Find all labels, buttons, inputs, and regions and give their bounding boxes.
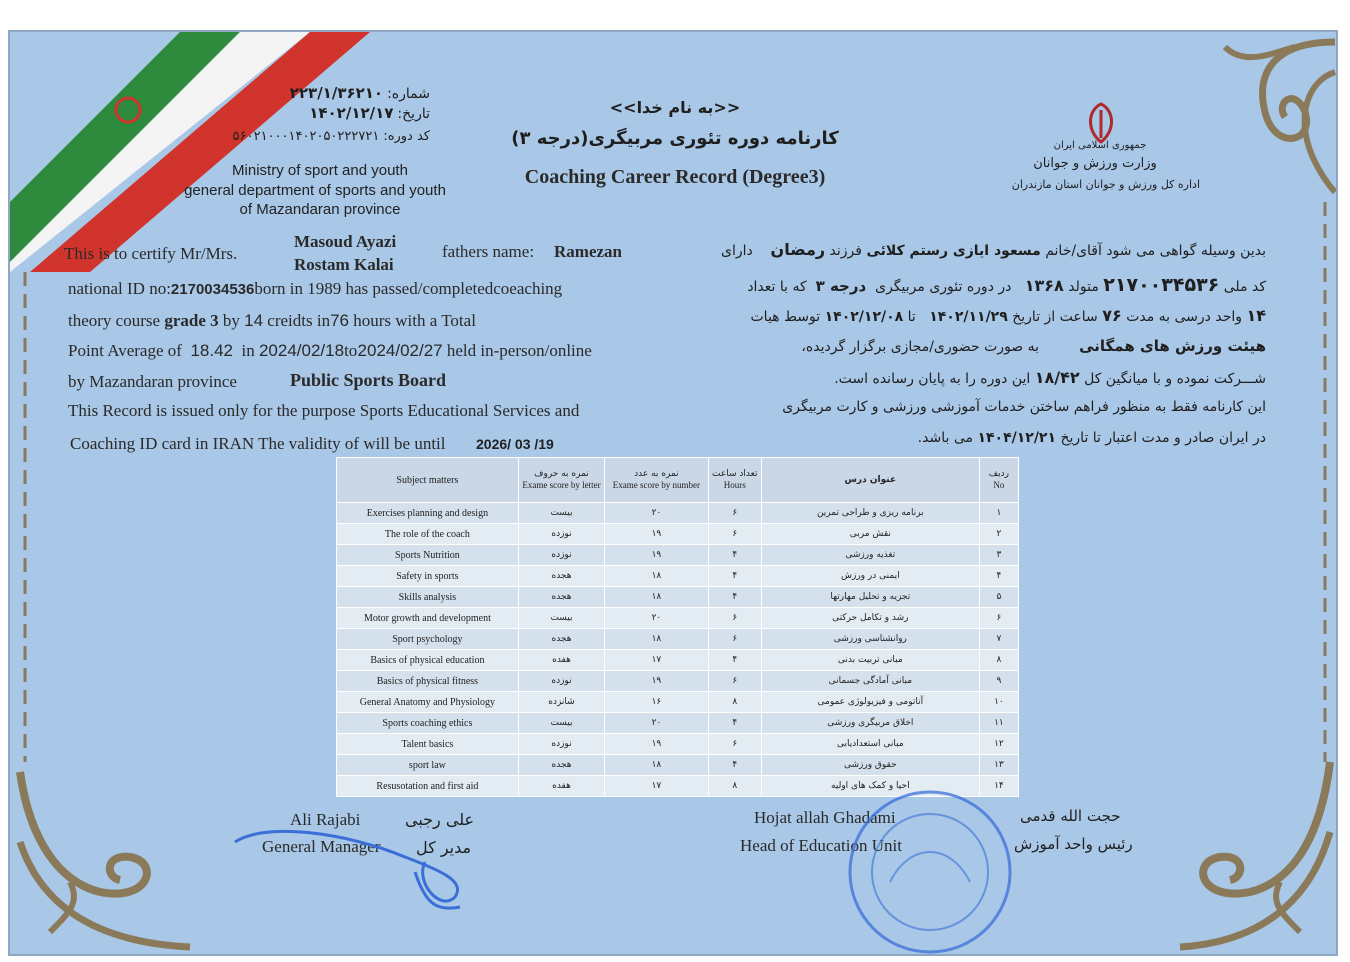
fa-father: رمضان — [770, 240, 826, 259]
cell-row-number: ۴ — [979, 566, 1018, 587]
fa-units-text: واحد درسی به مدت — [1126, 309, 1243, 325]
cell-title-fa: ایمنی در ورزش — [761, 566, 979, 587]
cell-score-letter: هجده — [518, 629, 604, 650]
en-date-to: 2024/02/27 — [357, 341, 443, 360]
cell-subject-en: Sports Nutrition — [337, 545, 519, 566]
en-to-text: to — [344, 341, 358, 360]
table-row — [337, 671, 1019, 692]
ministry-fa-line-2: وزارت ورزش و جوانان — [1033, 156, 1157, 171]
en-average-text: Point Average of — [68, 341, 182, 360]
cell-hours: ۸ — [708, 692, 761, 713]
en-line-national-id — [68, 279, 562, 299]
left-signer-name-en: Ali Rajabi — [290, 810, 361, 829]
fa-hours: ۷۶ — [1102, 306, 1122, 325]
cell-subject-en: Motor growth and development — [337, 608, 519, 629]
header-number-fa: نمره به عدد — [634, 469, 679, 479]
courses-table — [336, 457, 1019, 797]
fa-born-text: متولد — [1068, 279, 1099, 295]
header-hours-fa: تعداد ساعت — [712, 469, 758, 479]
cell-title-fa: مبانی استعدادیابی — [761, 734, 979, 755]
en-line-issued: This Record is issued only for the purpose Sports Educational Services and — [68, 401, 580, 420]
table-row — [337, 734, 1019, 755]
header-hours-en: Hours — [723, 480, 746, 490]
fa-birth-year: ۱۳۶۸ — [1024, 276, 1064, 295]
ministry-en-line-2: general department of sports and youth — [184, 182, 446, 199]
cell-subject-en: Resusotation and first aid — [337, 776, 519, 797]
cell-subject-en: Skills analysis — [337, 587, 519, 608]
cell-score-number: ۱۸ — [605, 755, 708, 776]
title-fa: کارنامه دوره تئوری مربیگری(درجه ۳) — [511, 128, 839, 149]
cell-row-number: ۲ — [979, 524, 1018, 545]
cell-score-number: ۱۸ — [605, 587, 708, 608]
cell-hours: ۴ — [708, 545, 761, 566]
cell-subject-en: Basics of physical fitness — [337, 671, 519, 692]
fa-participated-text: شـــرکت نموده و با میانگین کل — [1084, 371, 1266, 387]
en-line-course — [68, 311, 476, 331]
fa-to-text: تا — [907, 309, 916, 325]
en-by-text: by — [222, 311, 240, 330]
title-en: Coaching Career Record (Degree3) — [524, 166, 826, 188]
en-fathers-value: Ramezan — [554, 242, 622, 261]
en-course-text: theory course — [68, 311, 161, 330]
fa-line-4 — [801, 337, 1266, 355]
table-row — [337, 503, 1019, 524]
fa-national-id: ۲۱۷۰۰۳۴۵۳۶ — [1103, 274, 1220, 296]
cell-subject-en: Basics of physical education — [337, 650, 519, 671]
record-date-row — [200, 104, 430, 123]
en-name-line-1: Masoud Ayazi — [294, 232, 397, 251]
cell-score-letter: بیست — [518, 608, 604, 629]
left-signer-title-fa: مدیر کل — [416, 838, 472, 857]
corner-ornament-bottom-right — [1170, 752, 1338, 956]
header-letter-en: Exame score by letter — [522, 480, 601, 490]
header-letter — [518, 458, 604, 503]
cell-row-number: ۱۳ — [979, 755, 1018, 776]
cell-score-letter: هفده — [518, 776, 604, 797]
fa-line-6: این کارنامه فقط به منظور فراهم ساختن خدمات آموزشی ورزشی و کارت مربیگری — [782, 399, 1266, 415]
ministry-fa-line-1: جمهوری اسلامی ایران — [1053, 140, 1147, 151]
cell-score-number: ۱۷ — [605, 650, 708, 671]
en-hours: 76 — [330, 311, 349, 330]
cell-score-letter: هجده — [518, 755, 604, 776]
cell-title-fa: مبانی تربیت بدنی — [761, 650, 979, 671]
cell-title-fa: آناتومی و فیزیولوژی عمومی — [761, 692, 979, 713]
en-average: 18.42 — [190, 341, 233, 360]
fa-line-3 — [751, 306, 1267, 325]
cell-score-letter: شانزده — [518, 692, 604, 713]
table-header-row — [337, 458, 1019, 503]
en-fathers-label: fathers name: — [442, 242, 535, 261]
record-number-value: ۲۲۳/۱/۳۶۲۱۰ — [289, 84, 384, 102]
cell-row-number: ۱ — [979, 503, 1018, 524]
cell-score-number: ۱۹ — [605, 545, 708, 566]
header-title-fa: عنوان درس — [844, 474, 897, 485]
fa-units: ۱۴ — [1246, 306, 1266, 325]
cell-score-number: ۱۸ — [605, 566, 708, 587]
cell-hours: ۴ — [708, 650, 761, 671]
fa-child-text: فرزند — [829, 243, 862, 259]
right-signer-title-en: Head of Education Unit — [740, 836, 902, 855]
cell-score-letter: بیست — [518, 503, 604, 524]
header-no — [979, 458, 1018, 503]
cell-subject-en: Exercises planning and design — [337, 503, 519, 524]
fa-completed-text: این دوره را به پایان رسانده است. — [834, 371, 1031, 387]
cell-subject-en: General Anatomy and Physiology — [337, 692, 519, 713]
table-row — [337, 629, 1019, 650]
fa-validity-text: در ایران صادر و مدت اعتبار تا تاریخ — [1060, 430, 1266, 446]
cell-title-fa: اخلاق مربیگری ورزشی — [761, 713, 979, 734]
course-code-value: ۵۶۰۲۱۰۰۰۱۴۰۲۰۵۰۲۲۲۷۲۱ — [232, 129, 380, 144]
left-signer-title-en: General Manager — [262, 837, 381, 856]
cell-hours: ۶ — [708, 629, 761, 650]
record-date-value: ۱۴۰۲/۱۲/۱۷ — [309, 104, 394, 122]
en-line-board — [68, 372, 237, 392]
left-signature-scribble — [225, 802, 485, 922]
cell-subject-en: Safety in sports — [337, 566, 519, 587]
cell-subject-en: Sports coaching ethics — [337, 713, 519, 734]
table-row — [337, 608, 1019, 629]
courses-table-body — [337, 503, 1019, 797]
cell-score-letter: هجده — [518, 587, 604, 608]
fa-line-5 — [834, 368, 1266, 387]
table-row — [337, 650, 1019, 671]
en-hours-text: hours with a Total — [353, 311, 476, 330]
fa-line-1 — [721, 240, 1266, 259]
cell-hours: ۴ — [708, 755, 761, 776]
fa-valid-date: ۱۴۰۴/۱۲/۲۱ — [977, 430, 1057, 446]
cell-score-number: ۱۹ — [605, 524, 708, 545]
en-name-line-2: Rostam Kalai — [294, 255, 394, 274]
header-no-fa: ردیف — [988, 469, 1009, 479]
cell-title-fa: مبانی آمادگی جسمانی — [761, 671, 979, 692]
fa-is-text: می باشد. — [917, 430, 973, 446]
cell-row-number: ۳ — [979, 545, 1018, 566]
en-line-average — [68, 341, 592, 361]
en-valid-until: 2026/ 03 /19 — [476, 436, 554, 452]
header-hours — [708, 458, 761, 503]
table-row — [337, 566, 1019, 587]
en-date-from: 2024/02/18 — [258, 341, 345, 360]
en-credits: 14 — [244, 311, 264, 330]
header-subject-en: Subject matters — [396, 474, 459, 486]
table-row — [337, 524, 1019, 545]
cell-score-number: ۲۰ — [605, 713, 708, 734]
en-credits-text: creidts in — [267, 311, 331, 330]
course-code-row — [190, 127, 430, 145]
border-ornament-right — [1310, 202, 1338, 762]
cell-row-number: ۱۲ — [979, 734, 1018, 755]
cell-subject-en: Talent basics — [337, 734, 519, 755]
cell-title-fa: نقش مربی — [761, 524, 979, 545]
fa-line-7 — [918, 430, 1266, 446]
en-in-text: in — [241, 341, 255, 360]
cell-title-fa: رشد و تکامل حرکتی — [761, 608, 979, 629]
en-born-text: born in 1989 has passed/completedcoeaching — [254, 279, 563, 298]
fa-line-2 — [747, 274, 1266, 296]
cell-hours: ۴ — [708, 713, 761, 734]
cell-title-fa: تجزیه و تحلیل مهارتها — [761, 587, 979, 608]
fa-certify-text: بدین وسیله گواهی می شود آقای/خانم — [1045, 243, 1266, 259]
fa-grade: درجه ۳ — [815, 277, 867, 295]
cell-score-letter: نوزده — [518, 734, 604, 755]
header-title — [761, 458, 979, 503]
cell-row-number: ۸ — [979, 650, 1018, 671]
fa-board: هیئت ورزش های همگانی — [1079, 337, 1266, 355]
en-province-text: by Mazandaran province — [68, 372, 237, 391]
table-row — [337, 545, 1019, 566]
fa-count-text: که با تعداد — [747, 279, 807, 295]
right-signer-name-fa: حجت الله قدمی — [1020, 807, 1121, 825]
fa-has-text: دارای — [721, 243, 753, 259]
header-number-en: Exame score by number — [612, 480, 700, 490]
cell-hours: ۶ — [708, 608, 761, 629]
en-line-validity: Coaching ID card in IRAN The validity of will be until — [70, 434, 446, 453]
cell-subject-en: Sport psychology — [337, 629, 519, 650]
en-national-id: 2170034536 — [170, 281, 255, 298]
fa-date-from: ۱۴۰۲/۱۱/۲۹ — [929, 309, 1008, 325]
en-board: Public Sports Board — [290, 370, 447, 390]
cell-score-letter: نوزده — [518, 524, 604, 545]
corner-ornament-bottom-left — [10, 762, 200, 956]
cell-hours: ۴ — [708, 587, 761, 608]
header-letter-fa: نمره به حروف — [534, 469, 589, 479]
cell-score-number: ۱۸ — [605, 629, 708, 650]
cell-score-letter: هجده — [518, 566, 604, 587]
fa-from-text: ساعت از تاریخ — [1012, 309, 1098, 325]
cell-score-letter: نوزده — [518, 671, 604, 692]
en-national-label: national ID no: — [68, 279, 171, 298]
record-number-row — [200, 84, 430, 103]
ministry-fa-line-3: اداره کل ورزش و جوانان استان مازندران — [1011, 178, 1200, 191]
course-code-label: کد دوره: — [383, 129, 430, 144]
cell-row-number: ۵ — [979, 587, 1018, 608]
en-certify-text: This is to certify Mr/Mrs. — [64, 244, 238, 263]
record-number-label: شماره: — [387, 86, 430, 102]
fa-average: ۱۸/۴۲ — [1034, 368, 1080, 387]
fa-held-text: به صورت حضوری/مجازی برگزار گردیده، — [801, 339, 1040, 355]
left-signer-name-fa: علی رجبی — [405, 810, 475, 829]
header-no-en: No — [993, 480, 1005, 490]
en-held-text: held in-person/online — [446, 341, 592, 360]
cell-hours: ۶ — [708, 734, 761, 755]
cell-row-number: ۷ — [979, 629, 1018, 650]
cell-subject-en: The role of the coach — [337, 524, 519, 545]
cell-hours: ۶ — [708, 524, 761, 545]
cell-score-number: ۲۰ — [605, 503, 708, 524]
cell-title-fa: حقوق ورزشی — [761, 755, 979, 776]
fa-by-board-text: توسط هیات — [750, 309, 821, 325]
cell-score-number: ۱۹ — [605, 734, 708, 755]
cell-row-number: ۱۴ — [979, 776, 1018, 797]
cell-score-number: ۱۷ — [605, 776, 708, 797]
cell-score-letter: هفده — [518, 650, 604, 671]
table-row — [337, 692, 1019, 713]
cell-row-number: ۶ — [979, 608, 1018, 629]
fa-date-to: ۱۴۰۲/۱۲/۰۸ — [824, 309, 904, 325]
table-row — [337, 713, 1019, 734]
cell-subject-en: sport law — [337, 755, 519, 776]
cell-score-number: ۱۹ — [605, 671, 708, 692]
cell-score-number: ۲۰ — [605, 608, 708, 629]
cell-score-letter: نوزده — [518, 545, 604, 566]
en-grade: grade 3 — [164, 311, 219, 330]
ministry-en-line-3: of Mazandaran province — [239, 201, 401, 218]
header-subject — [337, 458, 519, 503]
cell-title-fa: احیا و کمک های اولیه — [761, 776, 979, 797]
ministry-en-line-1: Ministry of sport and youth — [232, 162, 408, 179]
cell-score-letter: بیست — [518, 713, 604, 734]
table-row — [337, 587, 1019, 608]
fa-id-label: کد ملی — [1223, 279, 1266, 295]
cell-score-number: ۱۶ — [605, 692, 708, 713]
bismillah: <<به نام خدا>> — [609, 98, 741, 117]
cell-hours: ۶ — [708, 503, 761, 524]
header-number — [605, 458, 708, 503]
cell-title-fa: روانشناسی ورزشی — [761, 629, 979, 650]
cell-row-number: ۱۱ — [979, 713, 1018, 734]
cell-row-number: ۹ — [979, 671, 1018, 692]
cell-title-fa: برنامه ریزی و طراحی تمرین — [761, 503, 979, 524]
fa-name: مسعود ایازی رستم کلائی — [866, 243, 1041, 259]
right-signer-name-en: Hojat allah Ghadami — [754, 808, 896, 827]
cell-hours: ۶ — [708, 671, 761, 692]
cell-hours: ۴ — [708, 566, 761, 587]
border-ornament-left — [10, 272, 40, 762]
official-stamp-icon — [830, 772, 1030, 956]
fa-course-text: در دوره تئوری مربیگری — [875, 279, 1012, 295]
right-signer-title-fa: رئیس واحد آموزش — [1014, 835, 1133, 853]
cell-title-fa: تغذیه ورزشی — [761, 545, 979, 566]
cell-hours: ۸ — [708, 776, 761, 797]
certificate-sheet — [8, 30, 1338, 956]
record-date-label: تاریخ: — [397, 106, 430, 122]
cell-row-number: ۱۰ — [979, 692, 1018, 713]
